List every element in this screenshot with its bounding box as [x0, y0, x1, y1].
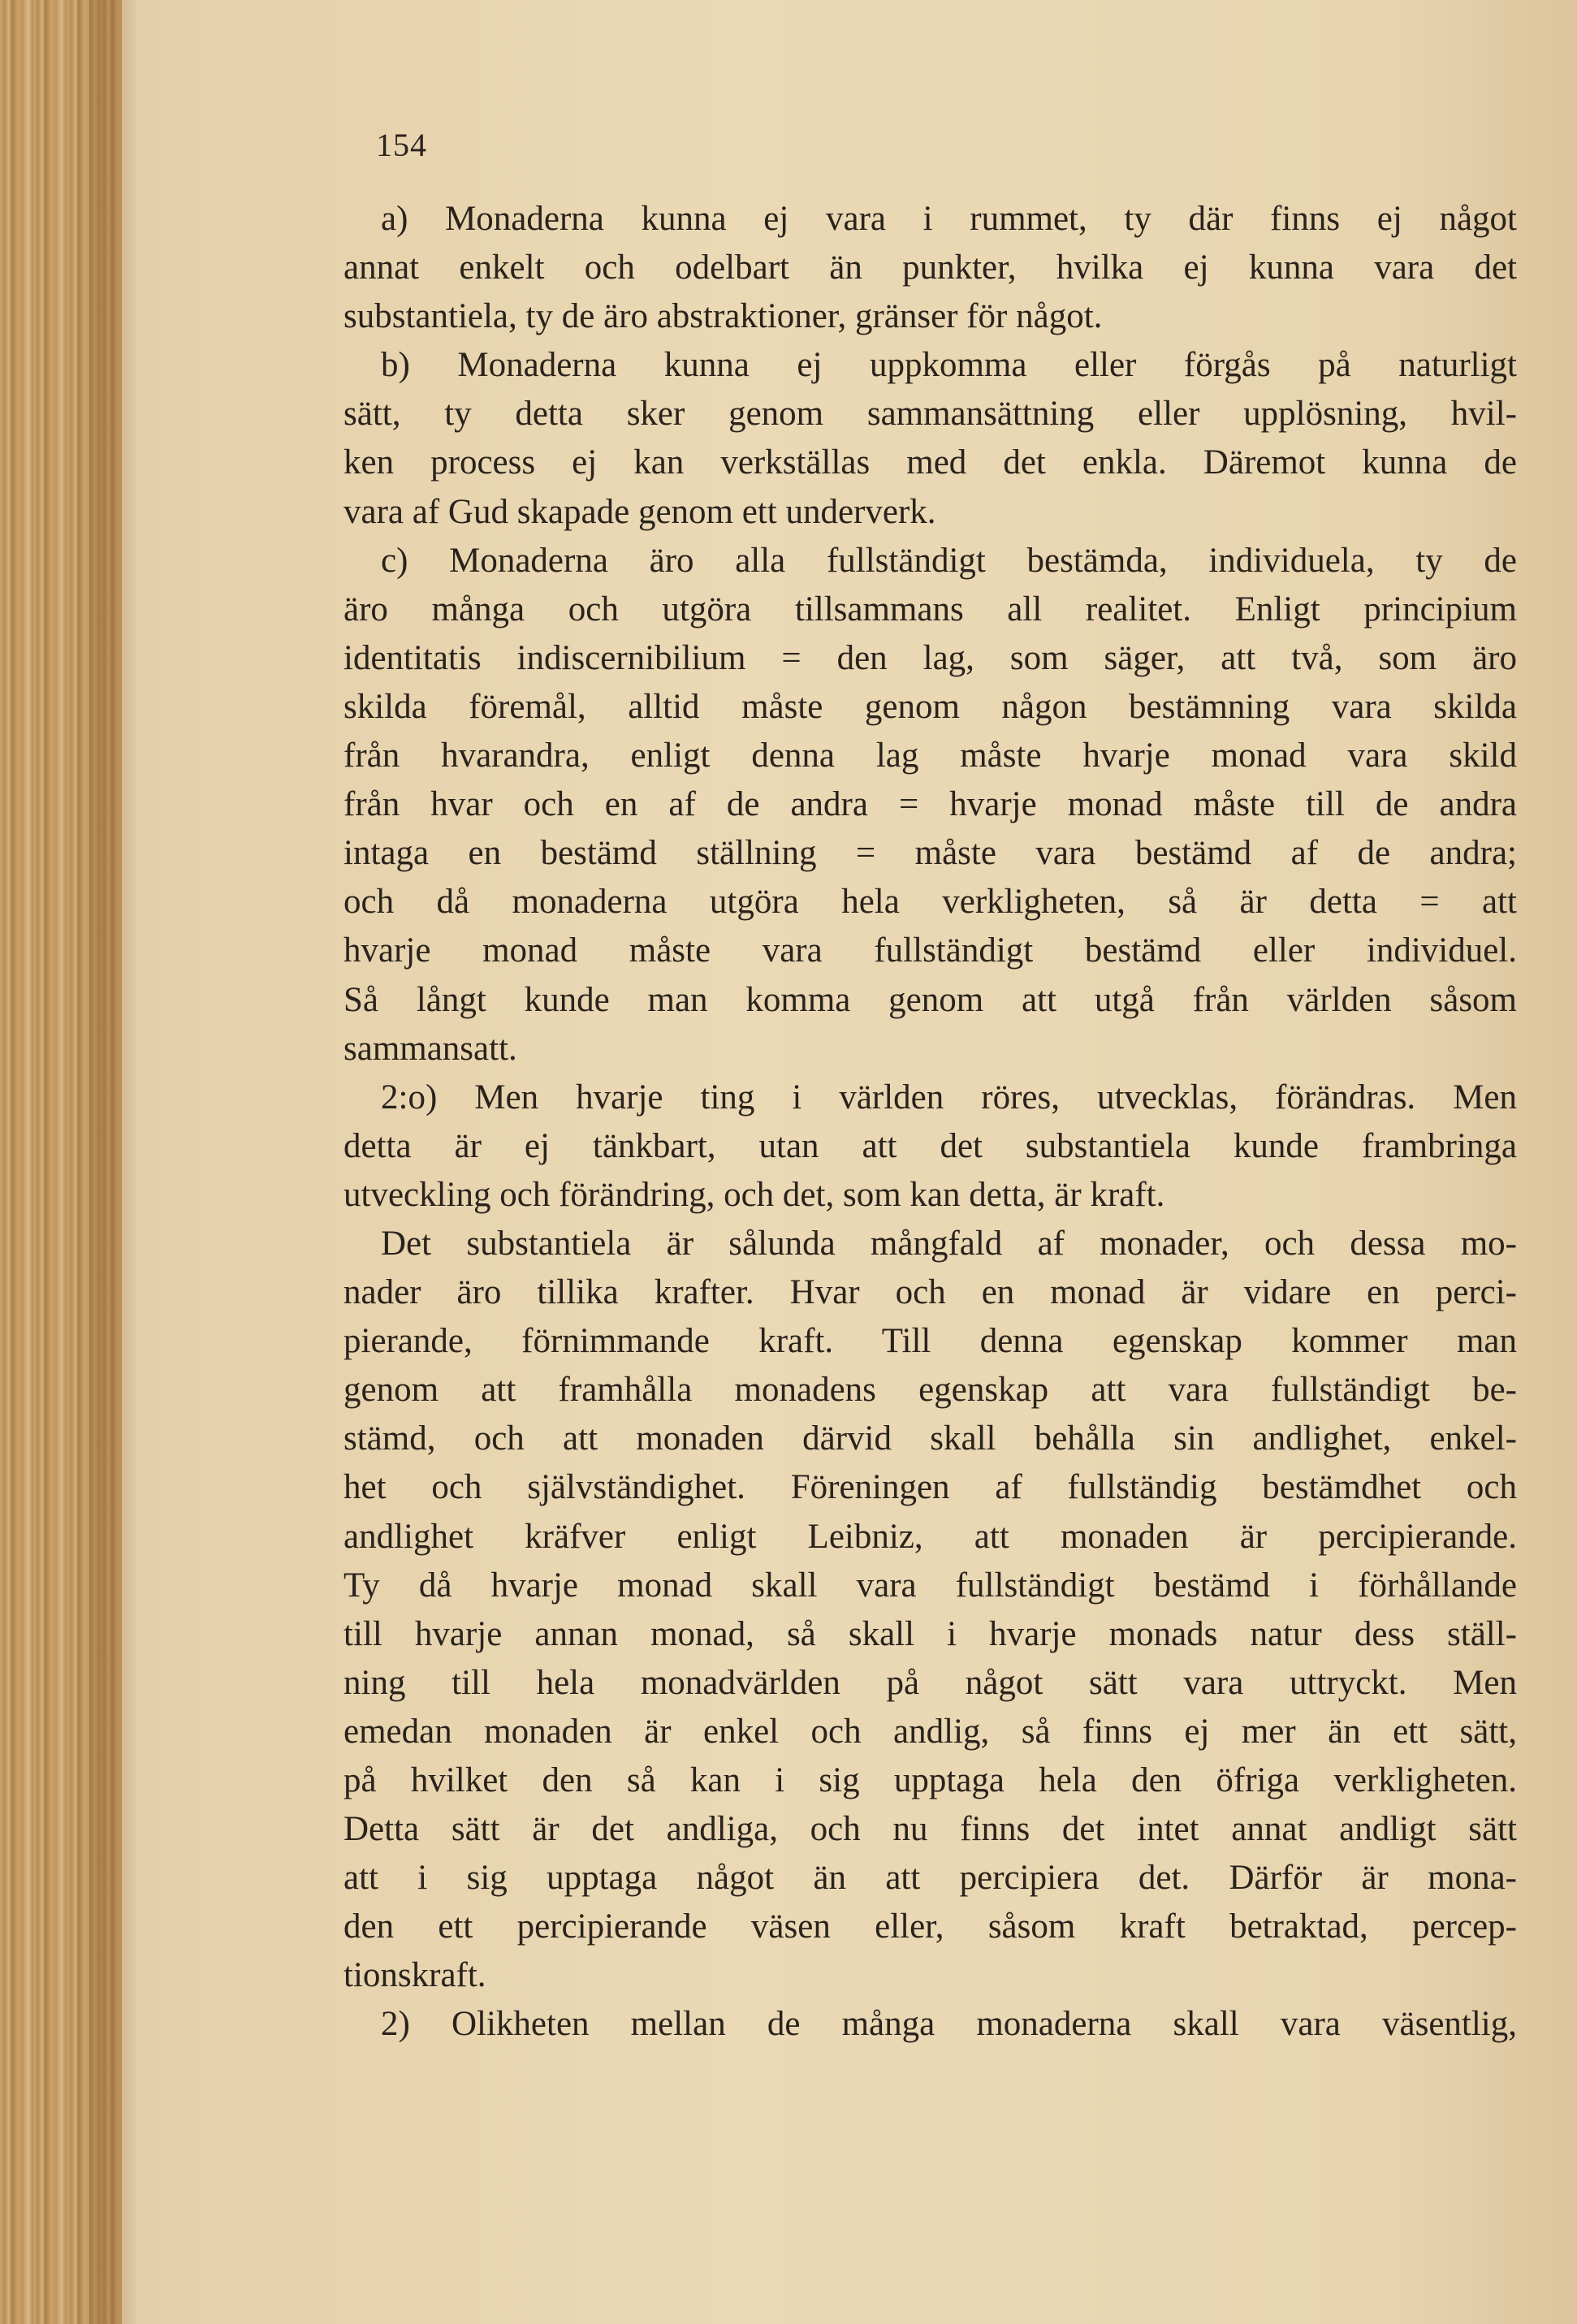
text-line: andlighet kräfver enligt Leibniz, att monaden är percipierande. — [343, 1517, 1517, 1556]
text-line: detta är ej tänkbart, utan att det substantiela kunde frambringa — [343, 1126, 1517, 1165]
text-line: att i sig upptaga något än att percipiera det. Därför är mona- — [343, 1859, 1517, 1898]
text-line: utveckling och förändring, och det, som kan detta, är kraft. — [343, 1175, 1165, 1214]
text-line: till hvarje annan monad, så skall i hvarje monads natur dess ställ- — [343, 1614, 1517, 1653]
text-line: ning till hela monadvärlden på något sätt vara uttryckt. Men — [343, 1663, 1517, 1702]
text-line: skilda föremål, alltid måste genom någon bestämning vara skilda — [343, 687, 1517, 726]
page-number: 154 — [376, 127, 427, 163]
text-line: från hvarandra, enligt denna lag måste hvarje monad vara skild — [343, 737, 1517, 775]
text-line: Detta sätt är det andliga, och nu finns det intet annat andligt sätt — [343, 1810, 1517, 1849]
text-line: emedan monaden är enkel och andlig, så finns ej mer än ett sätt, — [343, 1712, 1517, 1751]
text-line: het och självständighet. Föreningen af fullständig bestämdhet och — [343, 1468, 1517, 1507]
text-line: hvarje monad måste vara fullständigt bestämd eller individuel. — [343, 931, 1517, 970]
text-line: substantiela, ty de äro abstraktioner, gränser för något. — [343, 297, 1103, 336]
text-line: vara af Gud skapade genom ett underverk. — [343, 492, 936, 531]
body-text — [343, 195, 1517, 2050]
text-line: Ty då hvarje monad skall vara fullständigt bestämd i förhållande — [343, 1566, 1517, 1605]
text-line: 2) Olikheten mellan de många monaderna skall vara väsentlig, — [381, 2005, 1517, 2044]
text-line: ken process ej kan verkställas med det enkla. Däremot kunna de — [343, 443, 1517, 482]
text-line: c) Monaderna äro alla fullständigt bestämda, individuela, ty de — [381, 541, 1517, 580]
text-line: intaga en bestämd ställning = måste vara bestämd af de andra; — [343, 834, 1517, 873]
text-line: 2:o) Men hvarje ting i världen röres, utvecklas, förändras. Men — [381, 1078, 1517, 1117]
text-line: den ett percipierande väsen eller, såsom kraft betraktad, percep- — [343, 1907, 1517, 1946]
text-line: a) Monaderna kunna ej vara i rummet, ty där finns ej något — [381, 200, 1517, 238]
text-line: identitatis indiscernibilium = den lag, som säger, att två, som äro — [343, 638, 1517, 677]
gutter-shadow — [89, 0, 138, 2324]
text-line: från hvar och en af de andra = hvarje monad måste till de andra — [343, 785, 1517, 824]
text-line: stämd, och att monaden därvid skall behålla sin andlighet, enkel- — [343, 1419, 1517, 1458]
text-line: tionskraft. — [343, 1956, 486, 1995]
text-line: sätt, ty detta sker genom sammansättning eller upplösning, hvil- — [343, 395, 1517, 434]
text-line: nader äro tillika krafter. Hvar och en monad är vidare en perci- — [343, 1273, 1517, 1312]
text-line: sammansatt. — [343, 1029, 517, 1068]
text-line: annat enkelt och odelbart än punkter, hvilka ej kunna vara det — [343, 248, 1517, 287]
text-line: och då monaderna utgöra hela verkligheten, så är detta = att — [343, 883, 1517, 922]
text-line: på hvilket den så kan i sig upptaga hela den öfriga verkligheten. — [343, 1761, 1517, 1799]
text-line: Så långt kunde man komma genom att utgå från världen såsom — [343, 980, 1517, 1019]
text-line: Det substantiela är sålunda mångfald af monader, och dessa mo- — [381, 1224, 1517, 1263]
text-line: genom att framhålla monadens egenskap att vara fullständigt be- — [343, 1371, 1517, 1410]
text-line: b) Monaderna kunna ej uppkomma eller förgås på naturligt — [381, 346, 1517, 385]
text-line: pierande, förnimmande kraft. Till denna egenskap kommer man — [343, 1322, 1517, 1361]
text-line: äro många och utgöra tillsammans all realitet. Enligt principium — [343, 590, 1517, 629]
